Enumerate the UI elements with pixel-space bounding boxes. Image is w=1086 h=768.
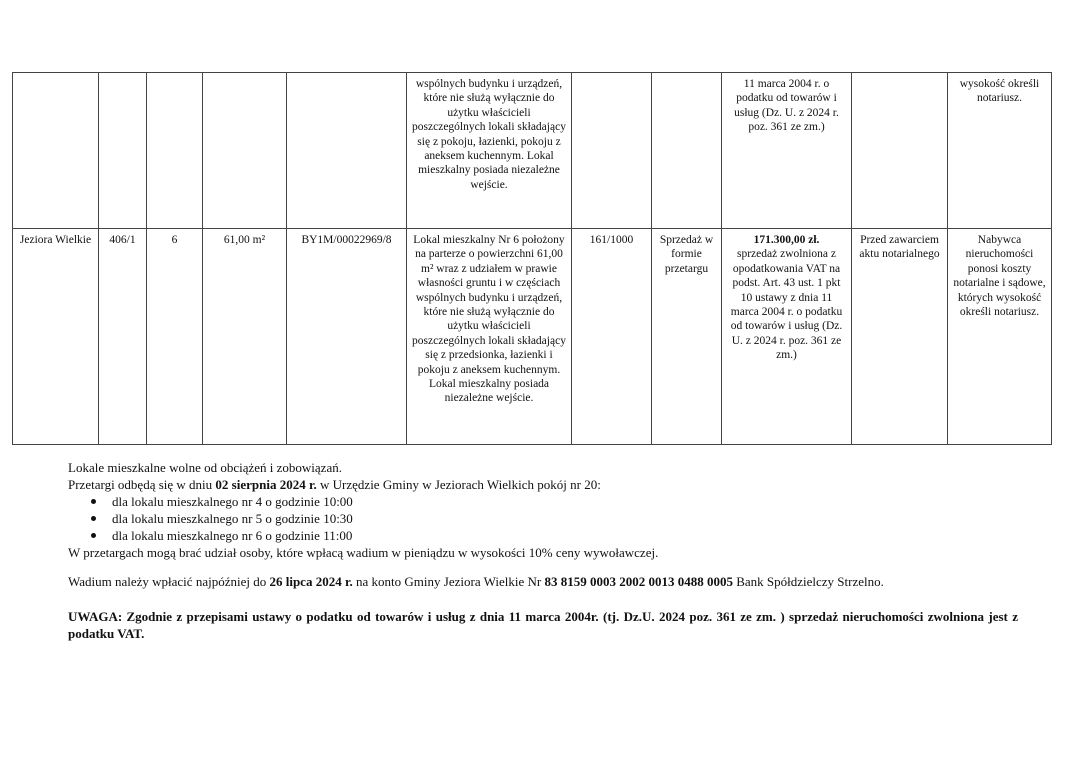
auction-intro-pre: Przetargi odbędą się w dniu <box>68 477 213 492</box>
list-item: dla lokalu mieszkalnego nr 4 o godzinie 10:00 <box>112 493 1018 510</box>
cell-costs: Nabywca nieruchomości ponosi koszty notarialne i sądowe, których wysokość określi notariusz. <box>948 229 1052 445</box>
auction-notes <box>68 459 1018 642</box>
price-note: sprzedaż zwolniona z opodatkowania VAT na podst. Art. 43 ust. 1 pkt 10 ustawy z dnia 11 marca 2004 r. o podatku od towarów i usług (Dz. U. z 2024 r. poz. 361 ze zm.) <box>730 248 843 362</box>
cell-sale-form <box>652 73 722 229</box>
free-of-encumbrances: Lokale mieszkalne wolne od obciążeń i zobowiązań. <box>68 460 342 475</box>
cell-land-register <box>287 73 407 229</box>
cell-price-note: 11 marca 2004 r. o podatku od towarów i usług (Dz. U. z 2024 r. poz. 361 ze zm.) <box>722 73 852 229</box>
deposit-mid: na konto Gminy Jeziora Wielkie Nr <box>356 574 542 589</box>
cell-lot-no <box>147 73 203 229</box>
list-item: dla lokalu mieszkalnego nr 6 o godzinie 11:00 <box>112 527 1018 544</box>
property-table <box>12 72 1052 445</box>
auction-intro <box>68 476 1018 493</box>
cell-plot: 406/1 <box>99 229 147 445</box>
deposit-pre: Wadium należy wpłacić najpóźniej do <box>68 574 267 589</box>
cell-costs: wysokość określi notariusz. <box>948 73 1052 229</box>
cell-plot <box>99 73 147 229</box>
cell-share <box>572 73 652 229</box>
cell-description: wspólnych budynku i urządzeń, które nie służą wyłącznie do użytku właścicieli poszczególnych lokali składający się z pokoju, łazienki, pokoju z aneksem kuchennym. Lokal mieszkalny posiada niezależne wejście. <box>407 73 572 229</box>
table-row <box>13 229 1052 445</box>
cell-share: 161/1000 <box>572 229 652 445</box>
cell-description: Lokal mieszkalny Nr 6 położony na parterze o powierzchni 61,00 m² wraz z udziałem w prawie własności gruntu i w częściach wspólnych budynku i urządzeń, które nie służą wyłącznie do użytku właścicieli poszczególnych lokali składający się z przedsionka, łazienki i pokoju z aneksem kuchennym. Lokal mieszkalny posiada niezależne wejście. <box>407 229 572 445</box>
cell-lot-no: 6 <box>147 229 203 445</box>
table-row-continuation <box>13 73 1052 229</box>
cell-sale-form: Sprzedaż w formie przetargu <box>652 229 722 445</box>
cell-location <box>13 73 99 229</box>
cell-area <box>203 73 287 229</box>
vat-warning: UWAGA: Zgodnie z przepisami ustawy o podatku od towarów i usług z dnia 11 marca 2004r. (tj. Dz.U. 2024 poz. 361 ze zm. ) sprzedaż nieruchomości zwolniona jest z podatku VAT. <box>68 609 1018 641</box>
cell-location: Jeziora Wielkie <box>13 229 99 445</box>
deposit-date: 26 lipca 2024 r. <box>269 574 353 589</box>
cell-land-register: BY1M/00022969/8 <box>287 229 407 445</box>
cell-price <box>722 229 852 445</box>
list-item: dla lokalu mieszkalnego nr 5 o godzinie 10:30 <box>112 510 1018 527</box>
deposit-post: Bank Spółdzielczy Strzelno. <box>736 574 884 589</box>
cell-payment-term <box>852 73 948 229</box>
account-number: 83 8159 0003 2002 0013 0488 0005 <box>544 574 733 589</box>
price-value: 171.300,00 zł. <box>753 234 820 246</box>
auction-intro-post: w Urzędzie Gminy w Jeziorach Wielkich pokój nr 20: <box>320 477 601 492</box>
cell-payment-term: Przed zawarciem aktu notarialnego <box>852 229 948 445</box>
participation-rule: W przetargach mogą brać udział osoby, które wpłacą wadium w pieniądzu w wysokości 10% ceny wywoławczej. <box>68 545 659 560</box>
auction-date: 02 sierpnia 2024 r. <box>215 477 317 492</box>
auction-schedule <box>68 493 1018 544</box>
cell-area: 61,00 m² <box>203 229 287 445</box>
deposit-info <box>68 573 1018 590</box>
